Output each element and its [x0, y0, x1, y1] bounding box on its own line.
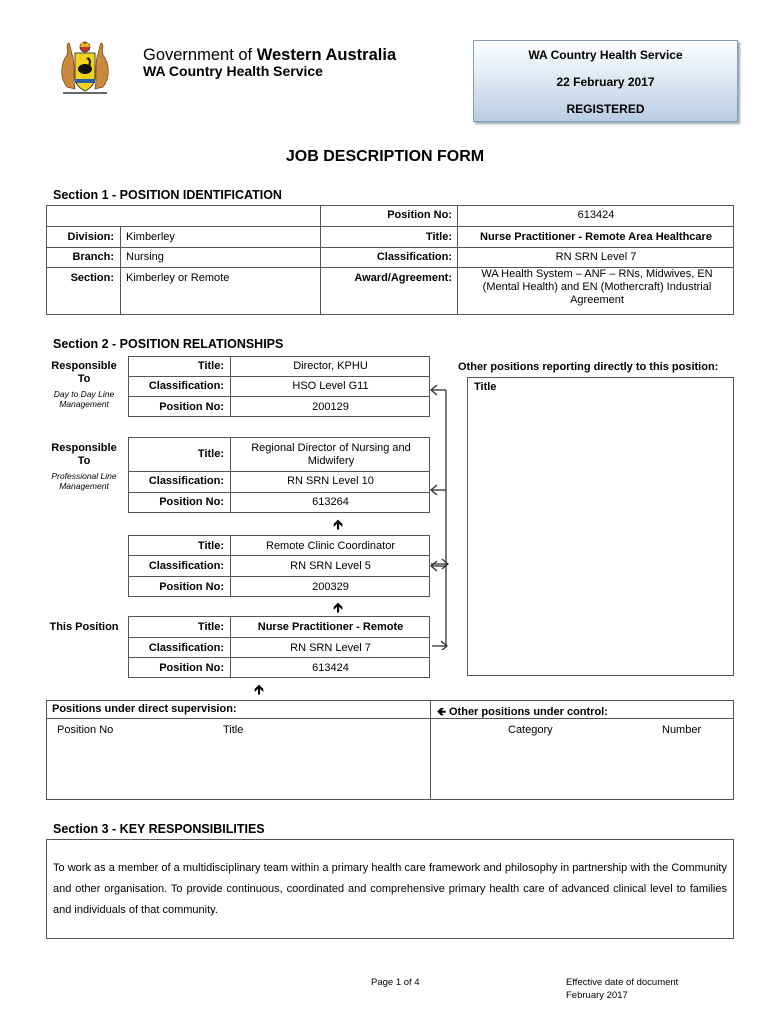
page-number: Page 1 of 4 — [371, 977, 420, 988]
box2-posno-label: Position No: — [159, 496, 224, 508]
title-value: Nurse Practitioner - Remote Area Healthcare — [480, 231, 712, 243]
right-arrow-icon — [430, 558, 450, 570]
supervision-col-title: Title — [223, 724, 244, 736]
resp2-title: Responsible To — [51, 442, 117, 467]
wa-crest-logo — [53, 37, 117, 99]
control-col-number: Number — [662, 724, 702, 736]
box4-class-label: Classification: — [148, 642, 224, 654]
branch-value: Nursing — [126, 251, 164, 263]
section-label: Section: — [70, 272, 114, 284]
box3-class-label: Classification: — [148, 560, 224, 572]
section3-heading: Section 3 - KEY RESPONSIBILITIES — [53, 822, 265, 836]
other-reporting-heading: Other positions reporting directly to this position: — [458, 361, 719, 373]
box3-title-label: Title: — [197, 540, 224, 552]
box2-class-label: Classification: — [148, 475, 224, 487]
title-label: Title: — [425, 231, 452, 243]
government-title — [143, 46, 396, 64]
award-value: WA Health System – ANF – RNs, Midwives, EN (Mental Health) and EN (Mothercraft) Industrial Agreement — [481, 268, 713, 306]
box4-title-label: Title: — [197, 621, 224, 633]
box2-posno: 613264 — [312, 496, 349, 508]
division-value: Kimberley — [126, 231, 175, 243]
section-value: Kimberley or Remote — [126, 272, 230, 284]
other-reporting-box — [467, 377, 734, 676]
division-label: Division: — [67, 231, 114, 243]
box1-posno: 200129 — [312, 401, 349, 413]
branch-label: Branch: — [72, 251, 114, 263]
stamp-date: 22 February 2017 — [556, 75, 655, 89]
control-heading-row — [437, 703, 608, 722]
award-label: Award/Agreement: — [354, 272, 452, 284]
classification-label: Classification: — [376, 251, 452, 263]
resp1-sub: Day to Day Line Management — [53, 389, 115, 409]
box3-posno: 200329 — [312, 581, 349, 593]
effective-date: February 2017 — [566, 990, 628, 1001]
box4-posno-label: Position No: — [159, 662, 224, 674]
box1-title: Director, KPHU — [293, 360, 368, 372]
gov-bold: Western Australia — [256, 46, 397, 64]
supervision-col-posno: Position No — [57, 724, 114, 736]
box2-title: Regional Director of Nursing and Midwifery — [251, 442, 411, 467]
left-arrow-icon: 🡸 — [437, 706, 446, 718]
box2-title-label: Title: — [197, 448, 224, 460]
box3-title: Remote Clinic Coordinator — [266, 540, 395, 552]
box1-class: HSO Level G11 — [292, 380, 369, 392]
stamp-status: REGISTERED — [566, 102, 645, 116]
up-arrow-icon: 🡹 — [254, 681, 265, 697]
box1-title-label: Title: — [197, 360, 224, 372]
key-responsibilities-text: To work as a member of a multidisciplinary team within a primary health care framework and philosophy in partnership with the Community and other organisation. To provide continuous, coordinated and comprehensive primary health care of advanced clinical level to families and individuals of that community. — [53, 862, 727, 916]
up-arrow-icon: 🡹 — [333, 599, 344, 615]
page-title: JOB DESCRIPTION FORM — [285, 148, 485, 165]
supervision-table — [46, 700, 734, 800]
resp1-title: Responsible To — [51, 360, 117, 385]
box3-posno-label: Position No: — [159, 581, 224, 593]
this-position-label: This Position — [49, 621, 119, 633]
control-heading: Other positions under control: — [449, 706, 608, 718]
effective-label: Effective date of document — [566, 977, 679, 988]
relationship-connectors — [428, 380, 456, 650]
service-title: WA Country Health Service — [143, 63, 323, 79]
gov-prefix: Government of — [143, 46, 257, 64]
section2-heading: Section 2 - POSITION RELATIONSHIPS — [53, 337, 284, 351]
box1-class-label: Classification: — [148, 380, 224, 392]
classification-value: RN SRN Level 7 — [555, 251, 637, 263]
box4-title: Nurse Practitioner - Remote — [257, 621, 404, 633]
resp2-sub: Professional Line Management — [51, 471, 117, 491]
supervision-heading: Positions under direct supervision: — [52, 703, 237, 715]
box4-posno: 613424 — [312, 662, 349, 674]
position-no-label: Position No: — [387, 209, 452, 221]
box4-class: RN SRN Level 7 — [290, 642, 371, 654]
other-reporting-col: Title — [474, 381, 497, 393]
registration-stamp — [473, 40, 738, 122]
control-col-category: Category — [508, 724, 553, 736]
box2-class: RN SRN Level 10 — [287, 475, 374, 487]
up-arrow-icon: 🡹 — [333, 516, 344, 532]
stamp-org: WA Country Health Service — [528, 48, 683, 62]
box1-posno-label: Position No: — [159, 401, 224, 413]
position-no-value: 613424 — [577, 209, 615, 221]
section1-heading: Section 1 - POSITION IDENTIFICATION — [53, 188, 282, 202]
box3-class: RN SRN Level 5 — [290, 560, 371, 572]
